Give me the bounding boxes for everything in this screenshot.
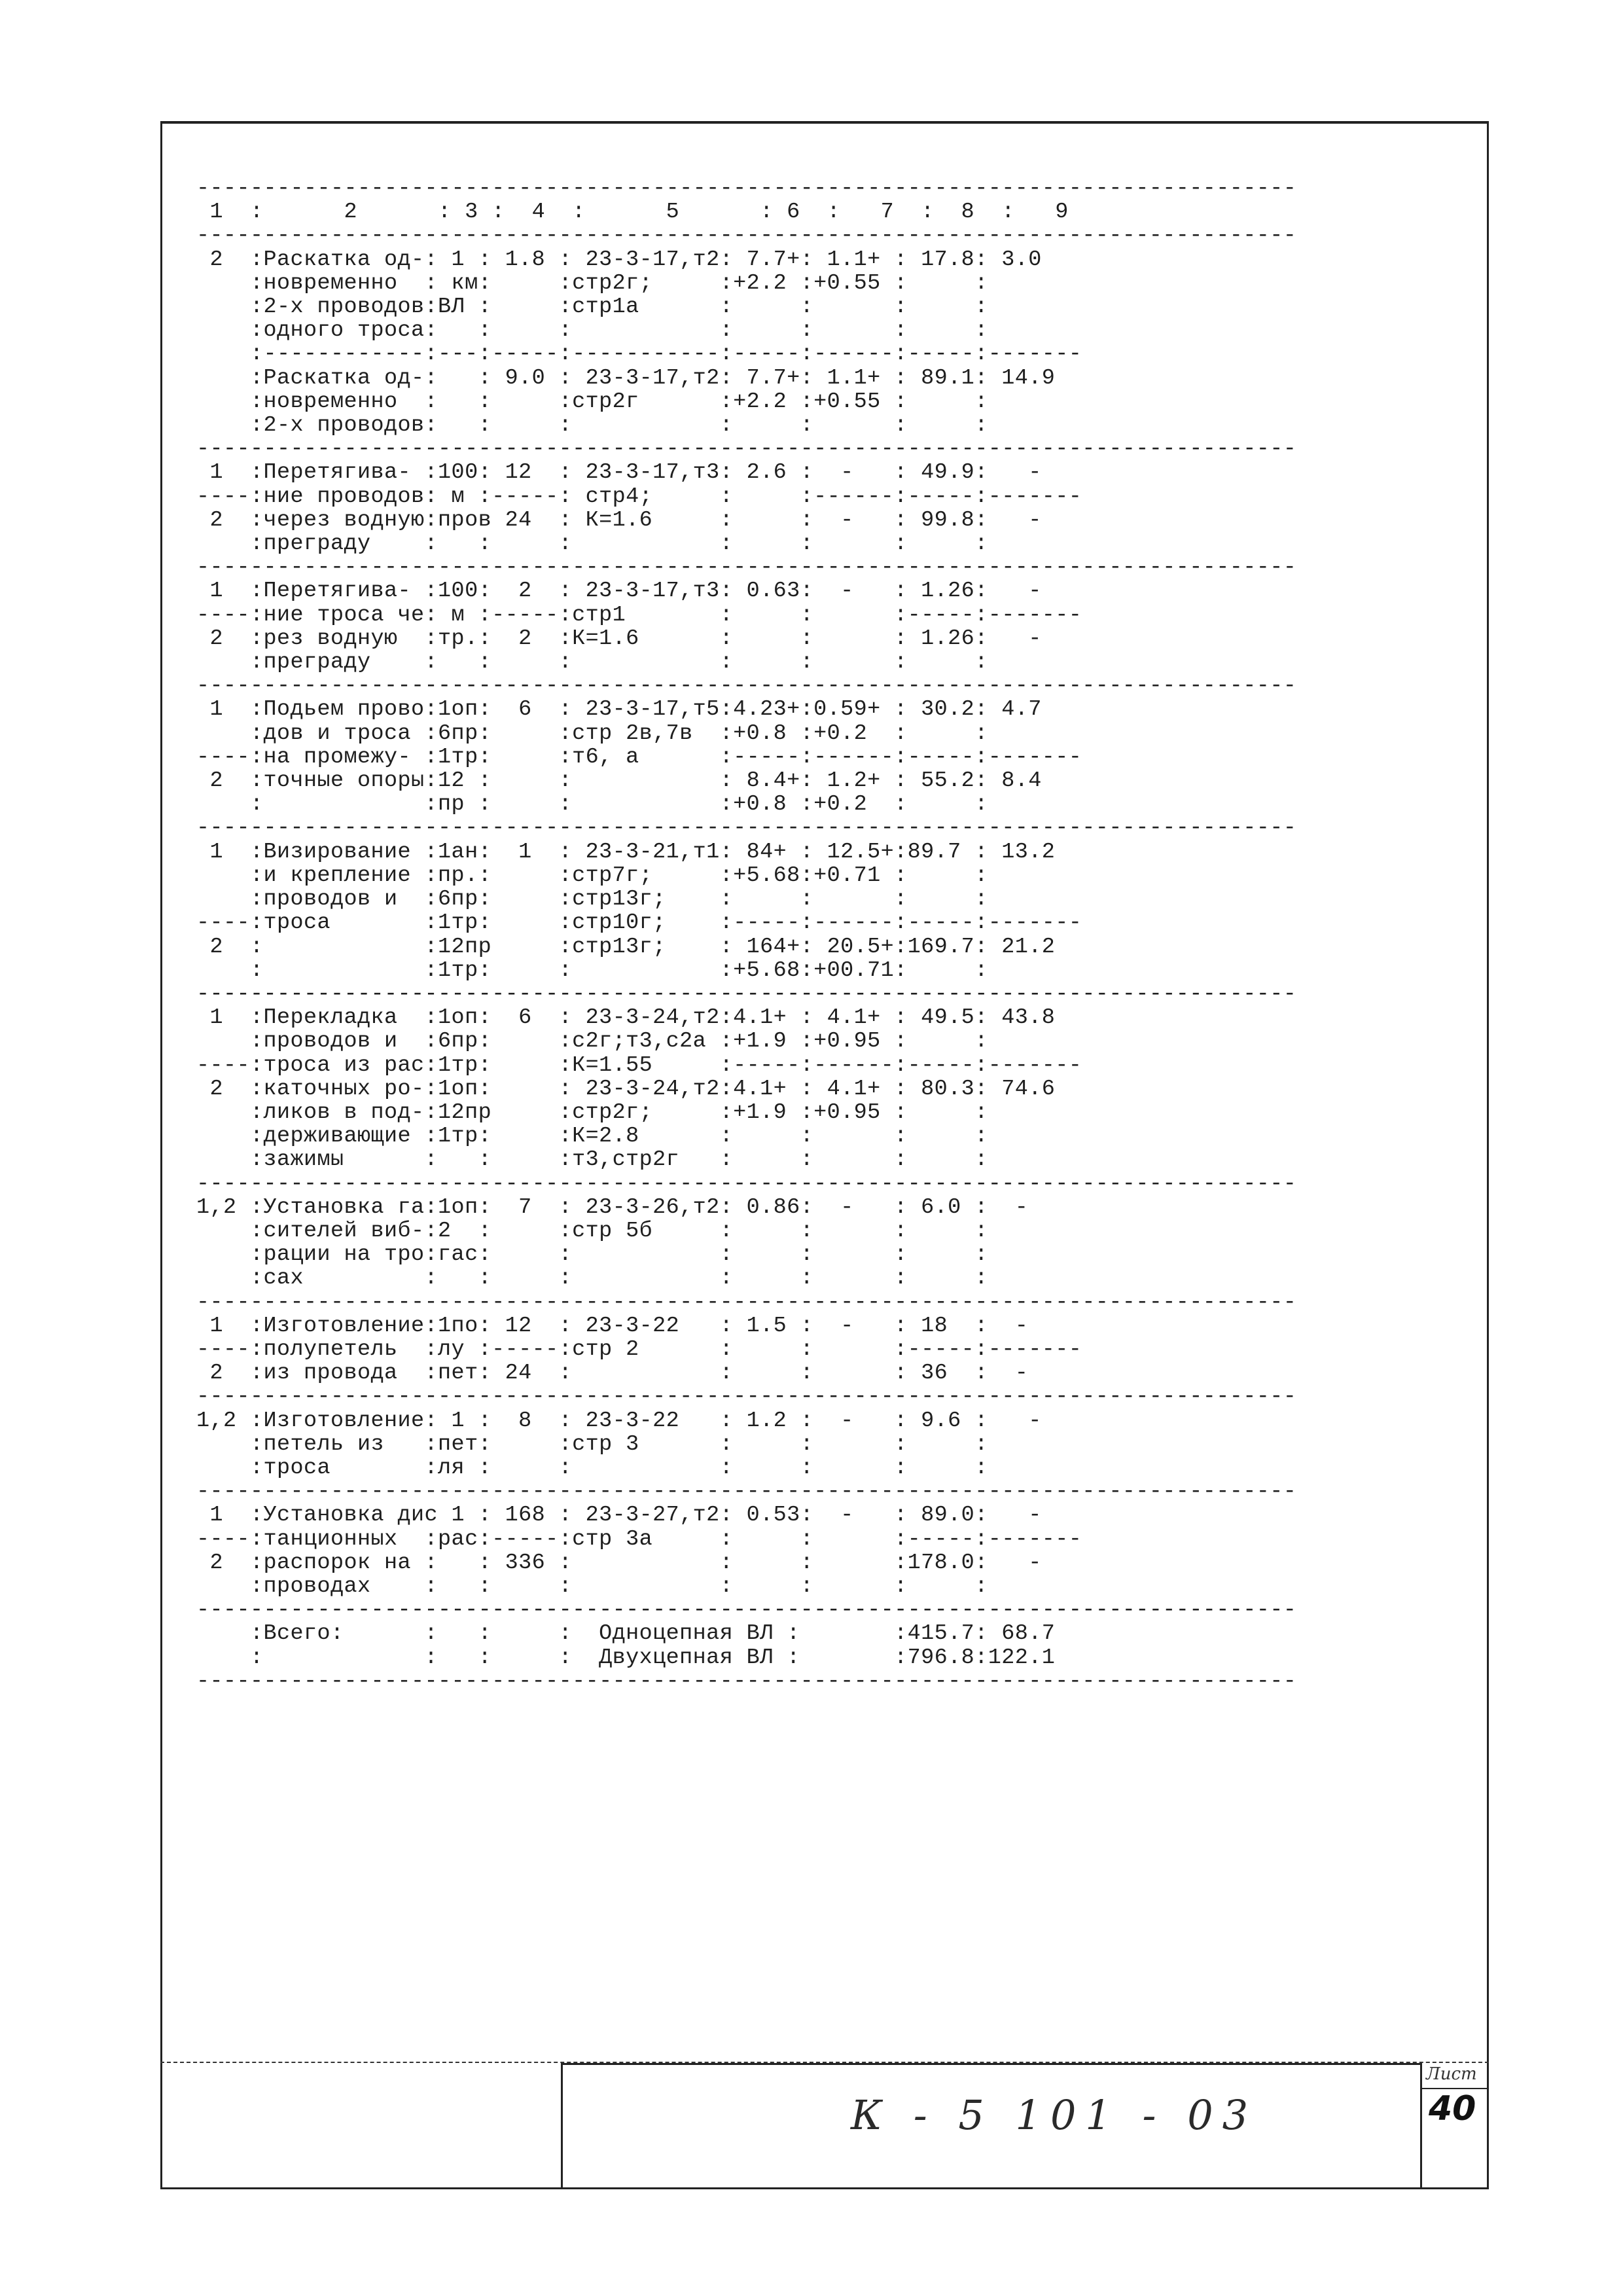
- sheet-label: Лист: [1426, 2064, 1477, 2084]
- work-volume-table: [196, 177, 1440, 2062]
- title-block-main-cell: [563, 2063, 1420, 2189]
- sheet-number: 40: [1429, 2089, 1476, 2128]
- title-block-left-cell: [160, 2063, 563, 2189]
- document-code: К - 5 101 - 03: [851, 2091, 1258, 2139]
- sheet-number-cell: [1420, 2063, 1489, 2189]
- table-text: ---------------------------------------------------------------------------------- 1 : 2 : 3 : 4 : 5 : 6 : 7 : 8 : 9 ---------------------------------------------------------------------------------- 2 :Раскатка од-: 1 : 1.8 : 23-3-17,т2: 7.7+: 1.1+ : 17.8: 3.0 :новременно : км: :стр2г; :+2.2 :+0.55 : : :2-х проводов:ВЛ : :стр1а : : : : :одного троса: : : : : : : :------------:---:-----:-----------:-----:------:-----:------- :Раскатка од-: : 9.0 : 23-3-17,т2: 7.7+: 1.1+ : 89.1: 14.9 :новременно : : :стр2г :+2.2 :+0.55 : : :2-х проводов: : : : : : : ---------------------------------------------------------------------------------- 1 :Перетягива- :100: 12 : 23-3-17,т3: 2.6 : - : 49.9: - ----:ние проводов: м :-----: стр4; : :------:-----:------- 2 :через водную:пров 24 : К=1.6 : : - : 99.8: - :преграду : : : : : : : ---------------------------------------------------------------------------------- 1 :Перетягива- :100: 2 : 23-3-17,т3: 0.63: - : 1.26: - ----:ние троса че: м :-----:стр1 : : :-----:------- 2 :рез водную :тр.: 2 :К=1.6 : : : 1.26: - :преграду : : : : : : : ---------------------------------------------------------------------------------- 1 :Подьем прово:1оп: 6 : 23-3-17,т5:4.23+:0.59+ : 30.2: 4.7 :дов и троса :6пр: :стр 2в,7в :+0.8 :+0.2 : : ----:на промежу- :1тр: :т6, а :-----:------:-----:------- 2 :точные опоры:12 : : : 8.4+: 1.2+ : 55.2: 8.4 : :пр : : :+0.8 :+0.2 : : ---------------------------------------------------------------------------------- 1 :Визирование :1ан: 1 : 23-3-21,т1: 84+ : 12.5+:89.7 : 13.2 :и крепление :пр.: :стр7г; :+5.68:+0.71 : : :проводов и :6пр: :стр13г; : : : : ----:троса :1тр: :стр10г; :-----:------:-----:------- 2 : :12пр :стр13г; : 164+: 20.5+:169.7: 21.2 : :1тр: : :+5.68:+00.71: : ---------------------------------------------------------------------------------- 1 :Перекладка :1оп: 6 : 23-3-24,т2:4.1+ : 4.1+ : 49.5: 43.8 :проводов и :6пр: :с2г;т3,с2а :+1.9 :+0.95 : : ----:троса из рас:1тр: :К=1.55 :-----:------:-----:------- 2 :каточных ро-:1оп: : 23-3-24,т2:4.1+ : 4.1+ : 80.3: 74.6 :ликов в под-:12пр :стр2г; :+1.9 :+0.95 : : :держивающие :1тр: :К=2.8 : : : : :зажимы : : :т3,стр2г : : : : ---------------------------------------------------------------------------------- 1,2 :Установка га:1оп: 7 : 23-3-26,т2: 0.86: - : 6.0 : - :сителей виб-:2 : :стр 5б : : : : :рации на тро:гас: : : : : : :сах : : : : : : : ---------------------------------------------------------------------------------- 1 :Изготовление:1по: 12 : 23-3-22 : 1.5 : - : 18 : - ----:полупетель :лу :-----:стр 2 : : :-----:------- 2 :из провода :пет: 24 : : : : 36 : - ---------------------------------------------------------------------------------- 1,2 :Изготовление: 1 : 8 : 23-3-22 : 1.2 : - : 9.6 : - :петель из :пет: :стр 3 : : : : :троса :ля : : : : : : ---------------------------------------------------------------------------------- 1 :Установка дис 1 : 168 : 23-3-27,т2: 0.53: - : 89.0: - ----:танционных :рас:-----:стр 3а : : :-----:------- 2 :распорок на : : 336 : : : :178.0: - :проводах : : : : : : : ---------------------------------------------------------------------------------- :Всего: : : : Одноцепная ВЛ : :415.7: 68.7 : : : : Двухцепная ВЛ : :796.8:122.1 ----------------------------------------------------------------------------------: [196, 176, 1297, 1694]
- title-block: [160, 2062, 1489, 2189]
